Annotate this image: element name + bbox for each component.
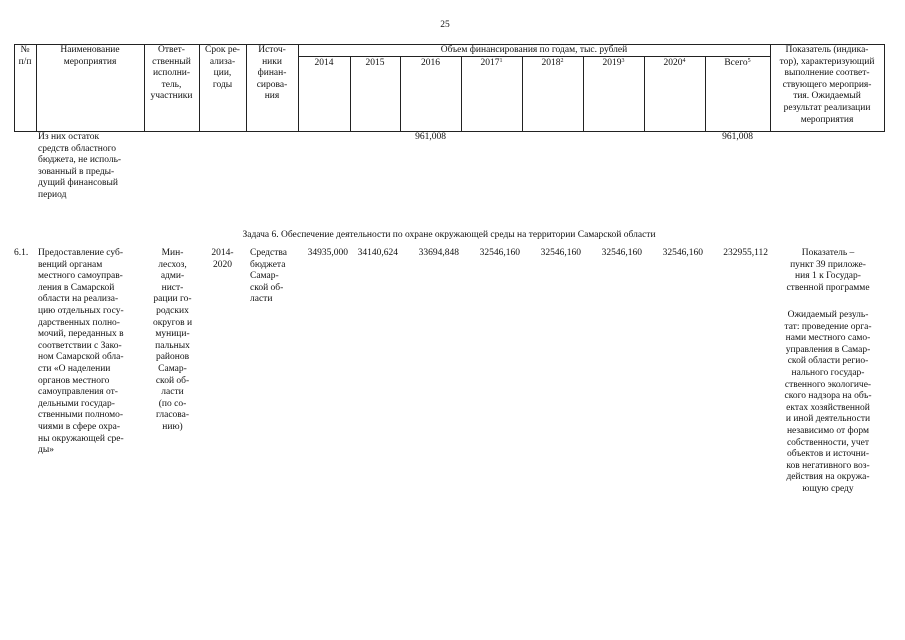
row-6-1-indicator: Показатель – пункт 39 приложе- ния 1 к Государ- ственной программе bbox=[786, 248, 870, 293]
row-6-1-value-2015: 34140,624 bbox=[357, 248, 398, 258]
header-responsible: Ответ- ственный исполни- тель, участники bbox=[150, 45, 193, 102]
remainder-total: 961,008 bbox=[722, 132, 753, 142]
task-title: Задача 6. Обеспечение деятельности по охране окружающей среды на территории Самарской области bbox=[242, 230, 656, 240]
row-6-1-value-2018: 32546,160 bbox=[540, 248, 581, 258]
header-num: № п/п bbox=[18, 45, 32, 67]
row-6-1-value-total: 232955,112 bbox=[723, 248, 768, 258]
header-year-2020: 2020$^4$ bbox=[663, 58, 686, 68]
header-year-2019: 2019$^3$ bbox=[602, 58, 625, 68]
row-6-1-term: 2014- 2020 bbox=[211, 248, 234, 270]
row-6-1-expected-result: Ожидаемый резуль- тат: проведение орга- нами местного само- управления в Самар- ской области регио- нального государ- ственного экологиче- ского надзора на объ- ектах хозяйственной и иной деятельности независимо от форм собственности, учет объектов и источни- ков негативного воз- действия на окружа- ющую среду bbox=[784, 310, 872, 494]
header-year-2015: 2015 bbox=[365, 58, 385, 68]
header-funding: Объем финансирования по годам, тыс. рублей bbox=[440, 45, 628, 55]
row-6-1-value-2017: 32546,160 bbox=[479, 248, 520, 258]
header-year-2016: 2016 bbox=[421, 58, 440, 68]
header-indicator: Показатель (индика- тор), характеризующий выполнение соответ- ствующего мероприя- тия. Ожидаемый результат реализации мероприятия bbox=[779, 45, 875, 125]
remainder-value-2016: 961,008 bbox=[415, 132, 446, 142]
header-source: Источ- ники финан- сирова- ния bbox=[256, 45, 288, 102]
row-6-1-value-2014: 34935,000 bbox=[307, 248, 348, 258]
header-term: Срок ре- ализа- ции, годы bbox=[205, 45, 240, 90]
row-6-1-name: Предоставление суб- венций органам местного самоуправ- ления в Самарской области на реализа- цию отдельных госу- дарственных полно- мочий, переданных в соответствии с Зако- ном Самарской обла- сти «О наделении органов местного самоуправления от- дельными государ- ственными полномо- чиями в сфере охра- ны окружающей сре- ды» bbox=[38, 248, 124, 456]
header-year-2017: 2017$^1$ bbox=[480, 58, 503, 68]
header-year-2014: 2014 bbox=[314, 58, 334, 68]
remainder-row-name: Из них остаток средств областного бюджета, не исполь- зованный в преды- дущий финансовый период bbox=[38, 132, 122, 200]
row-6-1-value-2020: 32546,160 bbox=[662, 248, 703, 258]
row-6-1-value-2016: 33694,848 bbox=[418, 248, 459, 258]
row-6-1-source: Средства бюджета Самар- ской об- ласти bbox=[250, 248, 287, 305]
row-6-1-num: 6.1. bbox=[14, 248, 29, 258]
header-name: Наименование мероприятия bbox=[60, 45, 120, 67]
header-year-2018: 2018$^2$ bbox=[541, 58, 564, 68]
header-total: Всего$^5$ bbox=[724, 58, 751, 68]
page-number: 25 bbox=[440, 20, 450, 30]
row-6-1-value-2019: 32546,160 bbox=[601, 248, 642, 258]
row-6-1-responsible: Мин- лесхоз, адми- нист- рации го- родских округов и муници- пальных районов Самар- ской об- ласти (по со- гласова- нию) bbox=[152, 248, 193, 432]
